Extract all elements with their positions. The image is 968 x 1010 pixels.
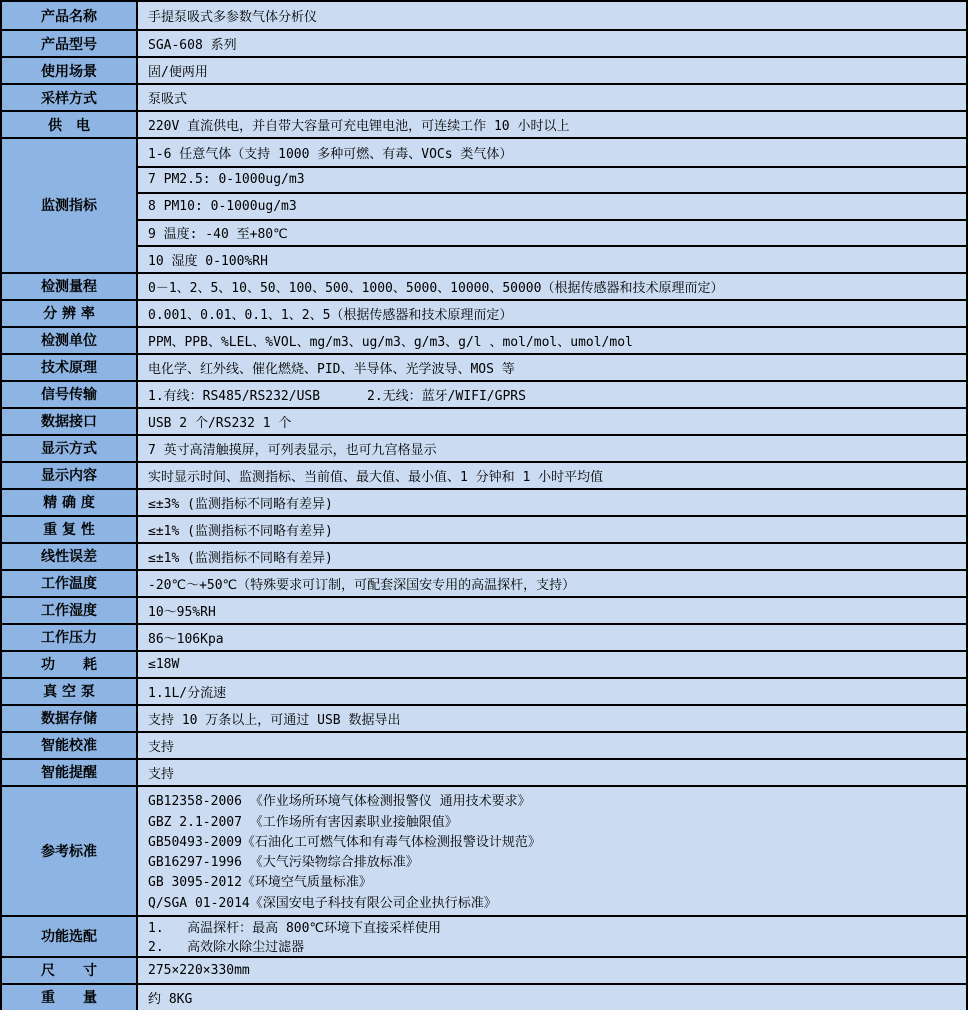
spec-row xyxy=(2,29,966,56)
spec-value-cell xyxy=(138,490,966,515)
spec-row xyxy=(2,785,966,915)
spec-label: 工作温度 xyxy=(2,571,138,596)
spec-value-cell xyxy=(138,733,966,758)
spec-value: 1-6 任意气体（支持 1000 多种可燃、有毒、VOCs 类气体） xyxy=(148,146,513,162)
spec-value: 7 PM2.5: 0-1000ug/m3 xyxy=(138,166,966,193)
spec-row xyxy=(2,461,966,488)
spec-value: 275×220×330mm xyxy=(148,962,250,978)
spec-row xyxy=(2,596,966,623)
spec-value: 1.1L/分流速 xyxy=(148,685,227,701)
spec-value-cell xyxy=(138,625,966,650)
spec-row xyxy=(2,569,966,596)
spec-value-cell xyxy=(138,2,966,29)
spec-row xyxy=(2,56,966,83)
spec-value: 约 8KG xyxy=(148,991,193,1007)
spec-label: 监测指标 xyxy=(2,139,138,272)
spec-row xyxy=(2,299,966,326)
spec-label: 工作压力 xyxy=(2,625,138,650)
spec-value: 86～106Kpa xyxy=(148,631,224,647)
spec-value: USB 2 个/RS232 1 个 xyxy=(148,415,292,431)
spec-value-cell xyxy=(138,31,966,56)
spec-label: 精 确 度 xyxy=(2,490,138,515)
spec-value-cell xyxy=(138,985,966,1010)
spec-label: 真 空 泵 xyxy=(2,679,138,704)
spec-label: 采样方式 xyxy=(2,85,138,110)
spec-value: 实时显示时间、监测指标、当前值、最大值、最小值、1 分钟和 1 小时平均值 xyxy=(148,469,604,485)
spec-value-cell xyxy=(138,409,966,434)
spec-value: 220V 直流供电，并自带大容量可充电锂电池，可连续工作 10 小时以上 xyxy=(148,119,570,134)
spec-label: 重 量 xyxy=(2,985,138,1010)
spec-row xyxy=(2,983,966,1010)
spec-value: -20℃～+50℃（特殊要求可订制，可配套深国安专用的高温探杆，支持） xyxy=(148,577,576,593)
spec-value-cell xyxy=(138,382,966,407)
spec-row xyxy=(2,915,966,956)
spec-label: 智能提醒 xyxy=(2,760,138,785)
spec-row xyxy=(2,326,966,353)
spec-value-cell xyxy=(138,760,966,785)
spec-row xyxy=(2,677,966,704)
spec-value-cell xyxy=(138,706,966,731)
spec-value-cell xyxy=(138,355,966,380)
spec-value: GB16297-1996 《大气污染物综合排放标准》 xyxy=(148,855,419,871)
spec-row xyxy=(2,137,966,272)
spec-label: 显示方式 xyxy=(2,436,138,461)
spec-value: Q/SGA 01-2014《深国安电子科技有限公司企业执行标准》 xyxy=(148,895,497,911)
spec-row xyxy=(2,956,966,983)
spec-value: 固/便两用 xyxy=(148,65,208,80)
spec-label: 数据接口 xyxy=(2,409,138,434)
spec-row xyxy=(2,380,966,407)
spec-value: SGA-608 系列 xyxy=(148,38,237,53)
spec-value-cell xyxy=(138,598,966,623)
spec-value: 2. 高效除水除尘过滤器 xyxy=(148,940,305,955)
spec-value-cell xyxy=(138,652,966,677)
spec-value: PPM、PPB、%LEL、%VOL、mg/m3、ug/m3、g/m3、g/l 、mol/mol、umol/mol xyxy=(148,334,633,350)
spec-value: GB50493-2009《石油化工可燃气体和有毒气体检测报警设计规范》 xyxy=(148,834,541,850)
spec-value: GB 3095-2012《环境空气质量标准》 xyxy=(148,875,372,891)
spec-value: ≤±1% (监测指标不同略有差异) xyxy=(148,550,333,566)
spec-label: 线性误差 xyxy=(2,544,138,569)
spec-row xyxy=(2,2,966,29)
spec-value: 手提泵吸式多参数气体分析仪 xyxy=(148,10,318,25)
spec-value: ≤±3% (监测指标不同略有差异) xyxy=(148,496,333,512)
spec-value: 8 PM10: 0-1000ug/m3 xyxy=(138,192,966,219)
spec-label: 使用场景 xyxy=(2,58,138,83)
spec-label: 分 辨 率 xyxy=(2,301,138,326)
spec-row xyxy=(2,407,966,434)
spec-label: 信号传输 xyxy=(2,382,138,407)
spec-row xyxy=(2,434,966,461)
spec-value: 支持 xyxy=(148,766,175,782)
spec-row xyxy=(2,758,966,785)
spec-value: ≤±1% (监测指标不同略有差异) xyxy=(148,523,333,539)
spec-label: 供 电 xyxy=(2,112,138,137)
spec-label: 尺 寸 xyxy=(2,958,138,983)
spec-value: 0－1、2、5、10、50、100、500、1000、5000、10000、50000（根据传感器和技术原理而定） xyxy=(148,280,724,296)
spec-row xyxy=(2,110,966,137)
spec-value: 7 英寸高清触摸屏，可列表显示，也可九宫格显示 xyxy=(148,442,437,458)
spec-label: 检测量程 xyxy=(2,274,138,299)
spec-label: 产品型号 xyxy=(2,31,138,56)
spec-label: 智能校准 xyxy=(2,733,138,758)
spec-row xyxy=(2,731,966,758)
spec-value-cell xyxy=(138,301,966,326)
spec-value-cell xyxy=(138,112,966,137)
spec-value-cell xyxy=(138,787,966,915)
spec-row xyxy=(2,623,966,650)
spec-value: 9 温度: -40 至+80℃ xyxy=(138,219,966,246)
spec-row xyxy=(2,515,966,542)
spec-value: 0.001、0.01、0.1、1、2、5（根据传感器和技术原理而定） xyxy=(148,307,513,323)
spec-value: ≤18W xyxy=(148,656,180,672)
spec-value: GB12358-2006 《作业场所环境气体检测报警仪 通用技术要求》 xyxy=(148,794,531,810)
spec-value: 1.有线：RS485/RS232/USB 2.无线：蓝牙/WIFI/GPRS xyxy=(148,388,526,404)
spec-value: 支持 xyxy=(148,739,175,755)
spec-value-cell xyxy=(138,436,966,461)
spec-value: GBZ 2.1-2007 《工作场所有害因素职业接触限值》 xyxy=(148,814,458,830)
spec-value-cell xyxy=(138,958,966,983)
spec-value-cell xyxy=(138,517,966,542)
spec-label: 参考标准 xyxy=(2,787,138,915)
spec-label: 显示内容 xyxy=(2,463,138,488)
spec-label: 功 耗 xyxy=(2,652,138,677)
spec-value-cell xyxy=(138,85,966,110)
spec-value-cell xyxy=(138,679,966,704)
spec-row xyxy=(2,272,966,299)
spec-value: 泵吸式 xyxy=(148,92,188,107)
spec-label: 工作湿度 xyxy=(2,598,138,623)
spec-label: 产品名称 xyxy=(2,2,138,29)
spec-value-cell xyxy=(138,58,966,83)
spec-row xyxy=(2,488,966,515)
spec-row xyxy=(2,542,966,569)
spec-value: 1. 高温探杆：最高 800℃环境下直接采样使用 xyxy=(148,921,442,936)
spec-value-cell xyxy=(138,139,966,272)
spec-label: 数据存储 xyxy=(2,706,138,731)
spec-value-cell xyxy=(138,544,966,569)
spec-value-cell xyxy=(138,328,966,353)
spec-value-cell xyxy=(138,463,966,488)
spec-value-cell xyxy=(138,917,966,956)
spec-label: 功能选配 xyxy=(2,917,138,956)
spec-value: 10 湿度 0-100%RH xyxy=(138,245,966,272)
spec-value: 10～95%RH xyxy=(148,604,216,620)
spec-value: 电化学、红外线、催化燃烧、PID、半导体、光学波导、MOS 等 xyxy=(148,361,515,377)
spec-value-cell xyxy=(138,571,966,596)
spec-label: 检测单位 xyxy=(2,328,138,353)
spec-label: 重 复 性 xyxy=(2,517,138,542)
spec-label: 技术原理 xyxy=(2,355,138,380)
spec-row xyxy=(2,650,966,677)
spec-row xyxy=(2,704,966,731)
spec-row xyxy=(2,83,966,110)
spec-value-cell xyxy=(138,274,966,299)
spec-value: 支持 10 万条以上，可通过 USB 数据导出 xyxy=(148,712,401,728)
spec-row xyxy=(2,353,966,380)
